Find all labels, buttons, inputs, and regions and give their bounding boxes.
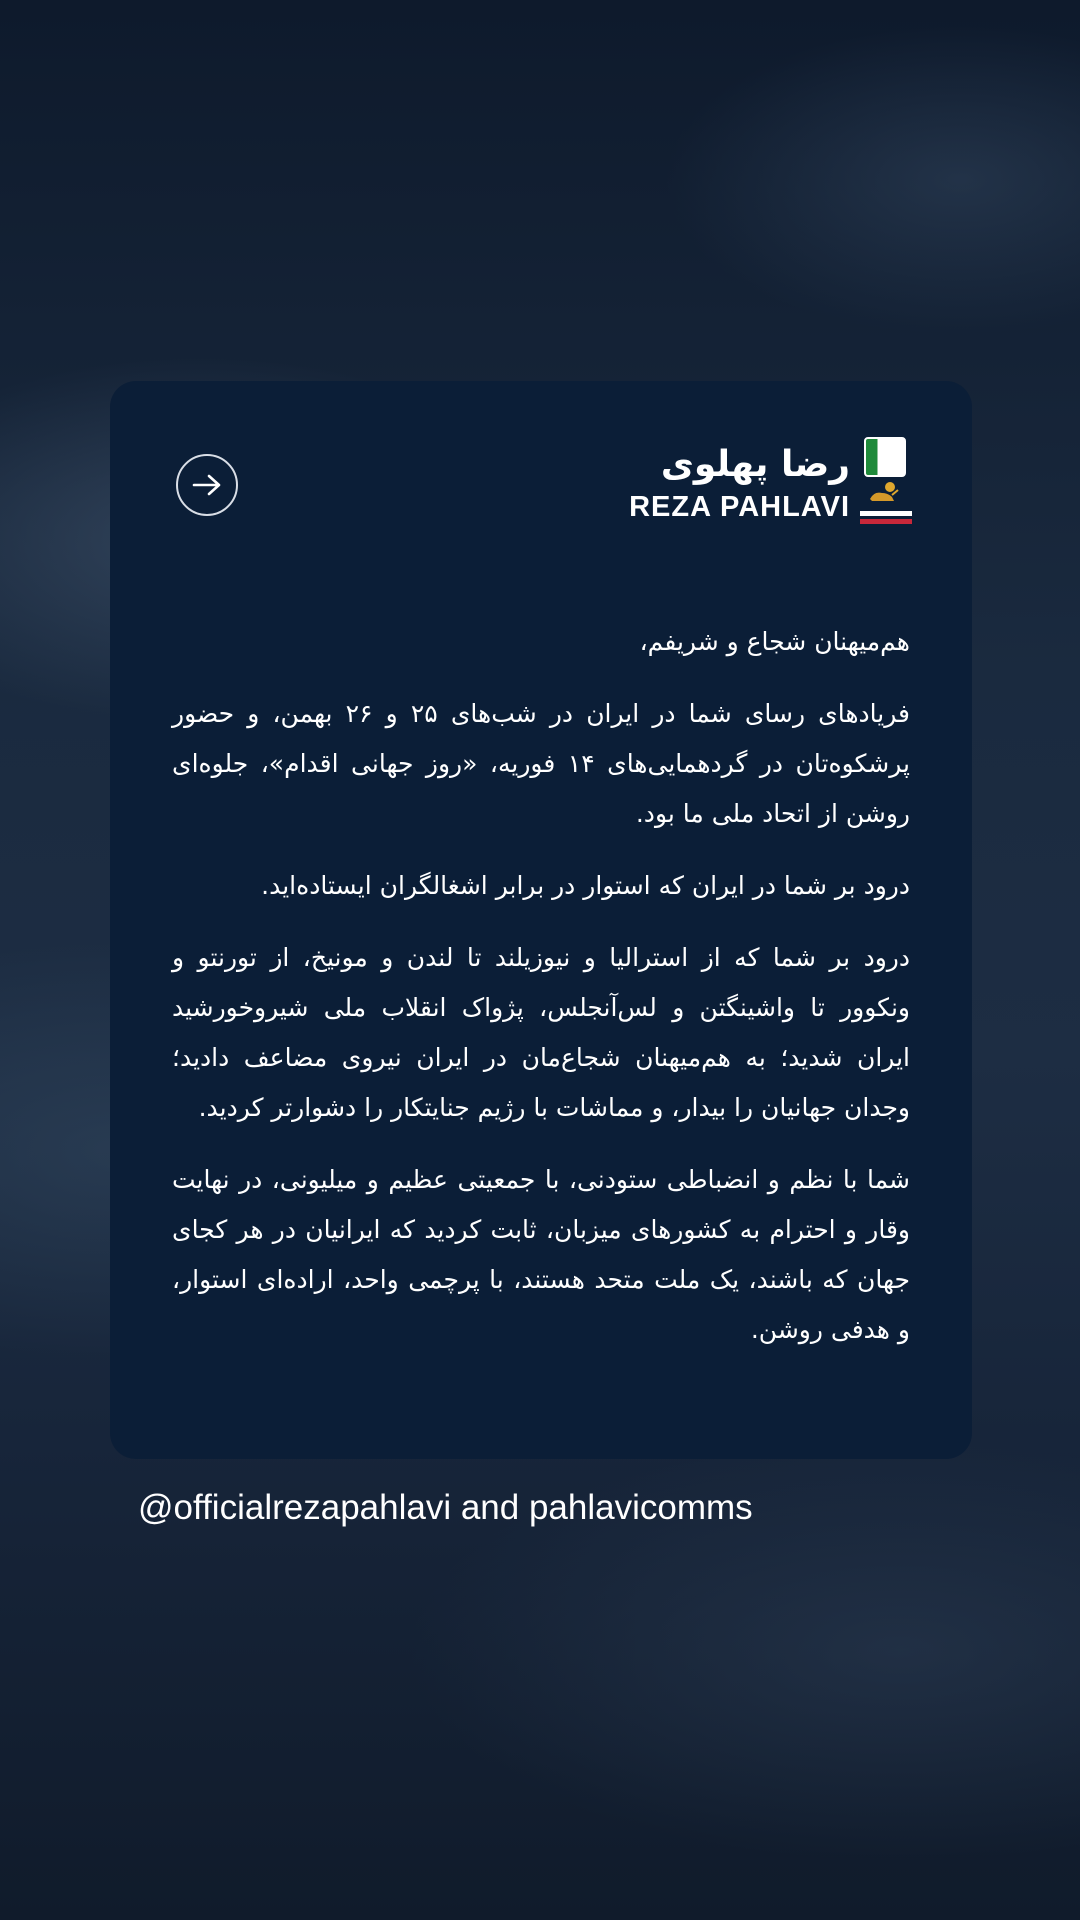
forward-arrow-button[interactable] <box>176 454 238 516</box>
statement-card <box>110 381 972 1459</box>
brand-name-english: REZA PAHLAVI <box>629 491 850 523</box>
brand-name-persian: رضا پهلوی <box>660 444 850 485</box>
red-stripe <box>860 519 912 524</box>
paragraph: درود بر شما در ایران که استوار در برابر اشغالگران ایستاده‌اید. <box>261 871 910 900</box>
lion-sun-icon <box>868 481 900 503</box>
reza-pahlavi-logo <box>629 433 912 531</box>
arrow-right-icon <box>192 473 222 497</box>
statement-text <box>172 617 910 1377</box>
white-stripe <box>860 511 912 516</box>
paragraph: فریادهای رسای شما در ایران در شب‌های ۲۵ و ۲۶ بهمن، و حضور پرشکوه‌تان در گردهمایی‌های ۱۴ فوریه، «روز جهانی اقدام»، جلوه‌ای روشن از اتحاد ملی ما بود. <box>172 699 911 828</box>
account-credit-text[interactable]: @officialrezapahlavi and pahlavicomms <box>138 1488 753 1527</box>
paragraph: درود بر شما که از استرالیا و نیوزیلند تا لندن و مونیخ، از تورنتو و ونکوور تا واشینگتن و لس‌آنجلس، پژواک انقلاب ملی شیروخورشید ایران شدید؛ به هم‌میهنان شجاع‌مان در ایران نیروی مضاعف دادید؛ وجدان جهانیان را بیدار، و مماشات با رژیم جنایتکار را دشوارتر کردید. <box>172 943 910 1122</box>
paragraph: شما با نظم و انضباطی ستودنی، با جمعیتی عظیم و میلیونی، در نهایت وقار و احترام به کشورهای میزبان، ثابت کردید که ایرانیان در هر کجای جهان که باشند، یک ملت متحد هستند، با پرچمی واحد، اراده‌ای استوار، و هدفی روشن. <box>172 1165 910 1344</box>
salutation: هم‌میهنان شجاع و شریفم، <box>639 627 910 656</box>
flag-square <box>864 437 906 477</box>
lion-and-sun-flag-icon <box>860 433 912 531</box>
